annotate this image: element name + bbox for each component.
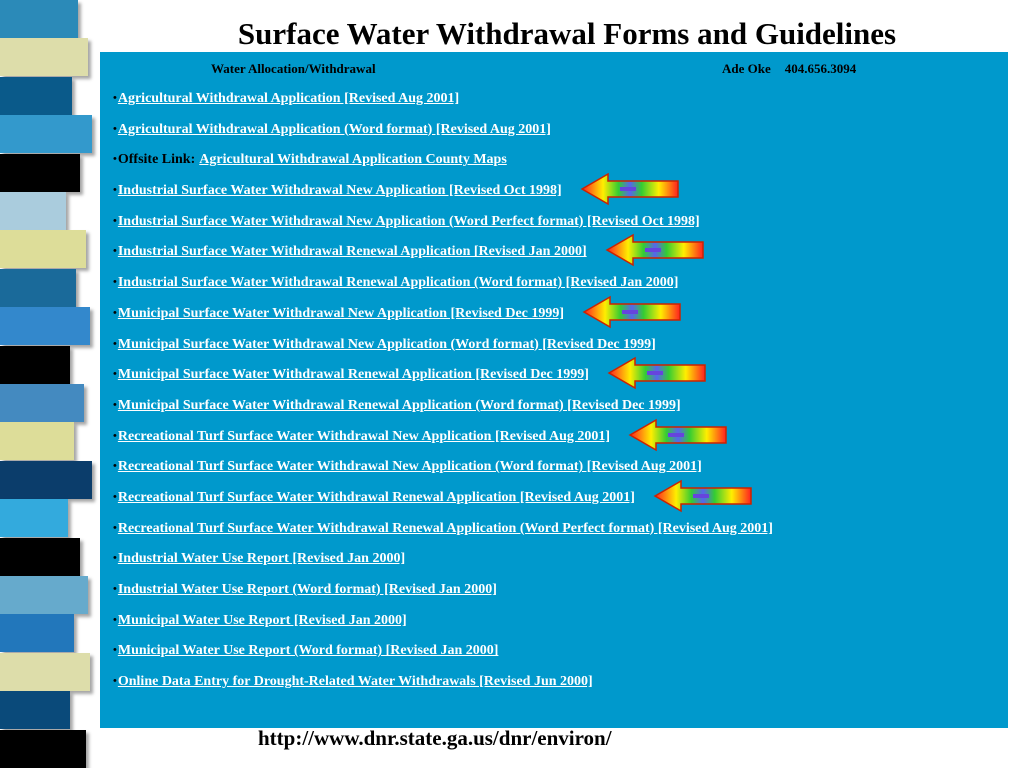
list-item bbox=[113, 274, 1003, 305]
decorative-stripe bbox=[0, 384, 84, 422]
rainbow-arrow-icon bbox=[628, 418, 728, 452]
document-link[interactable]: Recreational Turf Surface Water Withdrawal New Application [Revised Aug 2001] bbox=[117, 428, 611, 444]
document-link[interactable]: Recreational Turf Surface Water Withdrawal Renewal Application (Word Perfect format) [Revised Aug 2001] bbox=[117, 520, 773, 536]
list-item bbox=[113, 90, 1003, 121]
decorative-stripe bbox=[0, 691, 70, 729]
document-link[interactable]: Agricultural Withdrawal Application [Revised Aug 2001] bbox=[117, 91, 460, 106]
rainbow-arrow-icon bbox=[582, 295, 682, 329]
document-link[interactable]: Industrial Water Use Report [Revised Jan 2000] bbox=[117, 551, 406, 567]
bullet-icon: • bbox=[113, 613, 117, 626]
document-link[interactable]: Industrial Water Use Report (Word format) [Revised Jan 2000] bbox=[117, 582, 497, 597]
rainbow-arrow-icon bbox=[653, 479, 753, 513]
list-item bbox=[113, 366, 1003, 397]
bullet-icon: • bbox=[113, 276, 117, 289]
document-link[interactable]: Industrial Surface Water Withdrawal Renewal Application (Word format) [Revised Jan 2000] bbox=[117, 275, 679, 291]
list-item bbox=[113, 151, 1003, 182]
bullet-icon: • bbox=[113, 644, 117, 657]
decorative-stripe bbox=[0, 154, 80, 192]
rainbow-arrow-icon bbox=[580, 172, 680, 206]
document-link[interactable]: Industrial Surface Water Withdrawal New Application (Word Perfect format) [Revised Oct 1998] bbox=[117, 213, 700, 229]
decorative-stripe bbox=[0, 422, 74, 460]
bullet-icon: • bbox=[113, 490, 117, 503]
decorative-stripe bbox=[0, 77, 72, 115]
list-item bbox=[113, 550, 1003, 581]
document-link[interactable]: Online Data Entry for Drought-Related Water Withdrawals [Revised Jun 2000] bbox=[117, 674, 593, 690]
document-link[interactable]: Municipal Surface Water Withdrawal Renewal Application (Word format) [Revised Dec 1999] bbox=[117, 397, 681, 413]
decorative-stripe bbox=[0, 499, 68, 537]
header-row bbox=[100, 61, 1008, 79]
list-item bbox=[113, 612, 1003, 643]
decorative-stripe bbox=[0, 192, 66, 230]
content-panel bbox=[100, 52, 1008, 728]
contact-name: Ade Oke bbox=[722, 61, 771, 76]
decorative-stripe bbox=[0, 538, 80, 576]
bullet-icon: • bbox=[113, 675, 117, 688]
decorative-stripe bbox=[0, 307, 90, 345]
decorative-stripe bbox=[0, 614, 74, 652]
bullet-icon: • bbox=[113, 92, 117, 104]
list-item bbox=[113, 458, 1003, 489]
decorative-stripe bbox=[0, 230, 86, 268]
list-item bbox=[113, 642, 1003, 673]
bullet-icon: • bbox=[113, 245, 117, 258]
bullet-icon: • bbox=[113, 460, 117, 473]
decorative-stripe bbox=[0, 115, 92, 153]
decorative-stripe bbox=[0, 38, 88, 76]
bullet-icon: • bbox=[113, 153, 117, 166]
decorative-stripe bbox=[0, 461, 92, 499]
bullet-icon: • bbox=[113, 398, 117, 411]
list-item bbox=[113, 243, 1003, 274]
document-link[interactable]: Industrial Surface Water Withdrawal New Application [Revised Oct 1998] bbox=[117, 183, 562, 199]
contact-info bbox=[722, 61, 856, 77]
footer-url: http://www.dnr.state.ga.us/dnr/environ/ bbox=[258, 726, 612, 750]
list-item bbox=[113, 673, 1003, 704]
bullet-icon: • bbox=[113, 337, 117, 350]
decorative-stripe bbox=[0, 653, 90, 691]
page-title: Surface Water Withdrawal Forms and Guidelines bbox=[237, 16, 897, 51]
bullet-icon: • bbox=[113, 214, 117, 227]
bullet-icon: • bbox=[113, 184, 117, 197]
bullet-icon: • bbox=[113, 521, 117, 534]
document-link[interactable]: Municipal Surface Water Withdrawal New Application [Revised Dec 1999] bbox=[117, 305, 565, 321]
decorative-stripe bbox=[0, 269, 76, 307]
list-item bbox=[113, 520, 1003, 551]
rainbow-arrow-icon bbox=[607, 356, 707, 390]
bullet-icon: • bbox=[113, 429, 117, 442]
bullet-icon: • bbox=[113, 306, 117, 319]
bullet-icon: • bbox=[113, 122, 117, 135]
list-item bbox=[113, 581, 1003, 612]
list-item bbox=[113, 305, 1003, 336]
document-link[interactable]: Agricultural Withdrawal Application County Maps bbox=[199, 152, 507, 168]
list-item bbox=[113, 213, 1003, 244]
decorative-stripe bbox=[0, 346, 70, 384]
list-item bbox=[113, 121, 1003, 152]
link-prefix: Offsite Link: bbox=[117, 152, 196, 168]
document-link[interactable]: Agricultural Withdrawal Application (Word format) [Revised Aug 2001] bbox=[117, 121, 551, 137]
list-item bbox=[113, 489, 1003, 520]
section-label: Water Allocation/Withdrawal bbox=[211, 61, 376, 76]
list-item bbox=[113, 336, 1003, 367]
document-link[interactable]: Recreational Turf Surface Water Withdrawal Renewal Application [Revised Aug 2001] bbox=[117, 489, 635, 505]
document-link[interactable]: Recreational Turf Surface Water Withdrawal New Application (Word format) [Revised Aug 2001] bbox=[117, 459, 702, 475]
decorative-stripe bbox=[0, 576, 88, 614]
bullet-icon: • bbox=[113, 368, 117, 381]
bullet-icon: • bbox=[113, 552, 117, 565]
decorative-stripe bbox=[0, 0, 78, 38]
bullet-icon: • bbox=[113, 583, 117, 595]
rainbow-arrow-icon bbox=[605, 233, 705, 267]
decorative-stripes bbox=[0, 0, 100, 768]
document-link[interactable]: Municipal Water Use Report [Revised Jan 2000] bbox=[117, 612, 407, 628]
list-item bbox=[113, 428, 1003, 459]
document-link[interactable]: Municipal Surface Water Withdrawal New Application (Word format) [Revised Dec 1999] bbox=[117, 336, 656, 352]
link-list bbox=[113, 90, 1003, 704]
list-item bbox=[113, 397, 1003, 428]
list-item bbox=[113, 182, 1003, 213]
document-link[interactable]: Industrial Surface Water Withdrawal Renewal Application [Revised Jan 2000] bbox=[117, 244, 587, 260]
contact-phone: 404.656.3094 bbox=[784, 61, 857, 76]
decorative-stripe bbox=[0, 730, 86, 768]
document-link[interactable]: Municipal Surface Water Withdrawal Renewal Application [Revised Dec 1999] bbox=[117, 367, 589, 383]
document-link[interactable]: Municipal Water Use Report (Word format) [Revised Jan 2000] bbox=[117, 643, 499, 659]
